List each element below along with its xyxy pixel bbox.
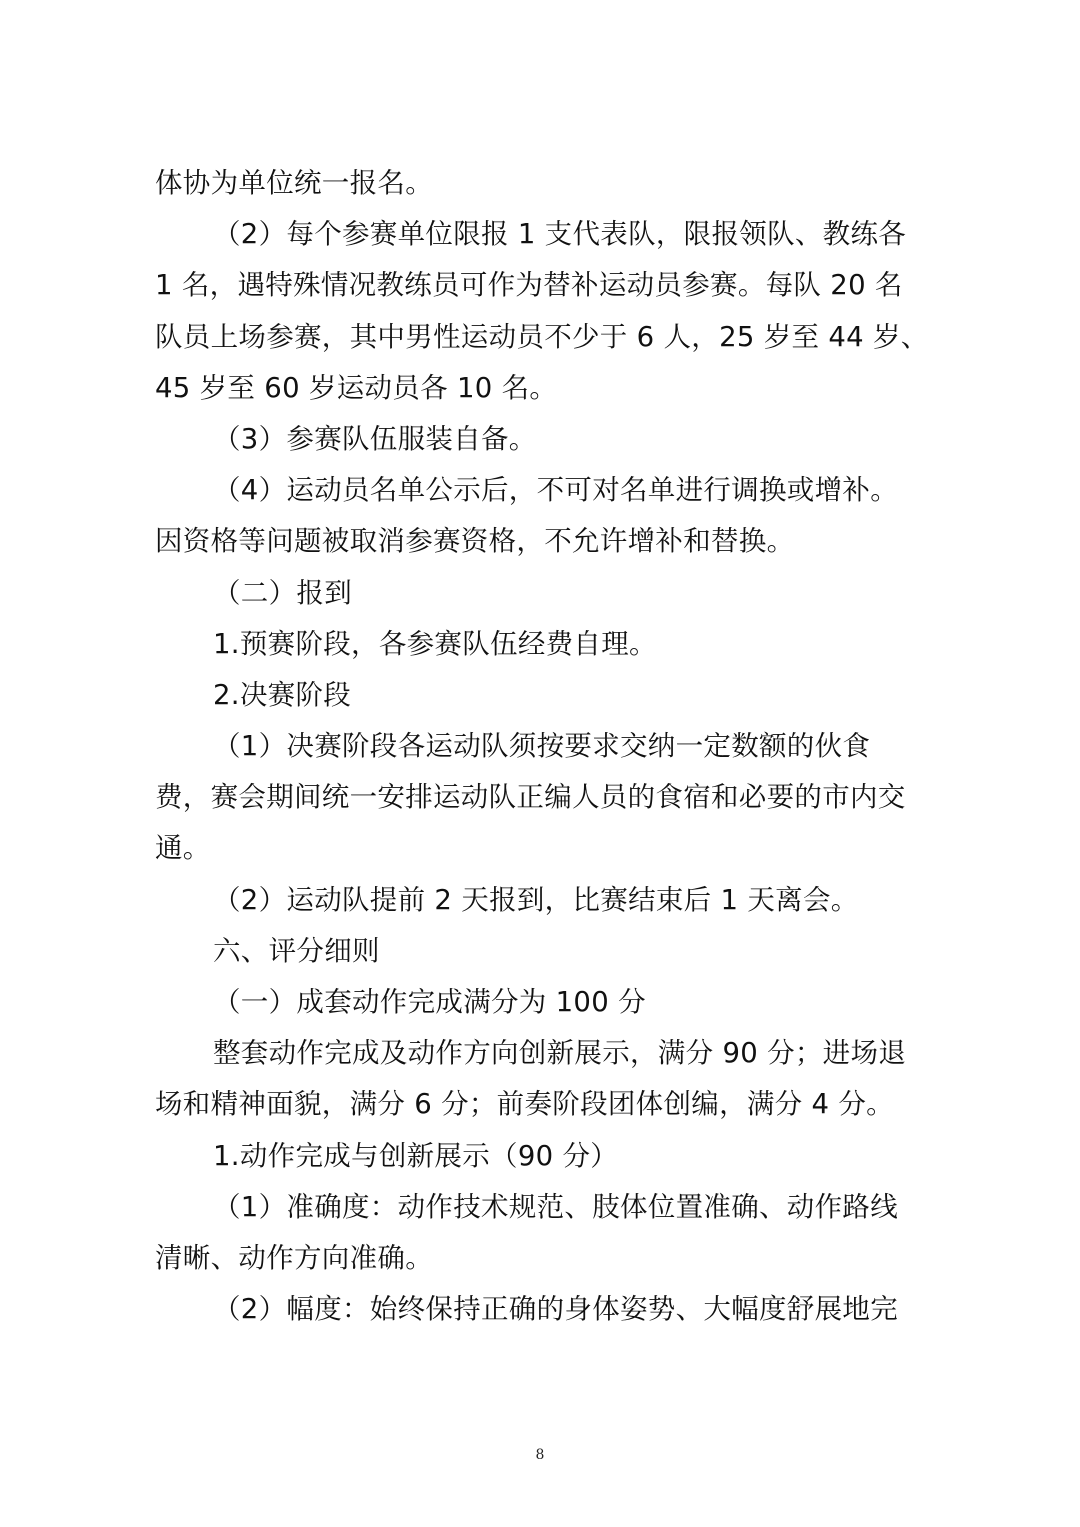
text-line: 因资格等问题被取消参赛资格，不允许增补和替换。 xyxy=(155,525,795,558)
section-heading: （一）成套动作完成满分为 100 分 xyxy=(213,986,646,1018)
text-line: （1）决赛阶段各运动队须按要求交纳一定数额的伙食 xyxy=(213,730,871,763)
text-line: 场和精神面貌，满分 6 分；前奏阶段团体创编，满分 4 分。 xyxy=(155,1088,894,1121)
text-line: 1.动作完成与创新展示（90 分） xyxy=(213,1139,619,1172)
section-heading: 六、评分细则 xyxy=(213,934,380,967)
text-line: 费，赛会期间统一安排运动队正编人员的食宿和必要的市内交 xyxy=(155,781,906,814)
text-line: 整套动作完成及动作方向创新展示，满分 90 分；进场退 xyxy=(213,1037,907,1070)
section-heading: （二）报到 xyxy=(213,576,352,609)
page-number: 8 xyxy=(535,1447,545,1463)
text-line: 1.预赛阶段，各参赛队伍经费自理。 xyxy=(213,627,657,660)
text-line: （2）每个参赛单位限报 1 支代表队，限报领队、教练各 xyxy=(213,218,907,251)
text-line: （1）准确度：动作技术规范、肢体位置准确、动作路线 xyxy=(213,1190,898,1223)
text-line: （3）参赛队伍服装自备。 xyxy=(213,422,537,455)
text-line: 通。 xyxy=(155,832,211,865)
text-line: （2）运动队提前 2 天报到，比赛结束后 1 天离会。 xyxy=(213,883,859,916)
body-text xyxy=(155,158,927,1335)
text-line: （4）运动员名单公示后，不可对名单进行调换或增补。 xyxy=(213,474,898,507)
text-line: 2.决赛阶段 xyxy=(213,678,352,711)
text-line: 45 岁至 60 岁运动员各 10 名。 xyxy=(155,371,558,404)
text-line: 1 名，遇特殊情况教练员可作为替补运动员参赛。每队 20 名 xyxy=(155,269,903,302)
text-line: 队员上场参赛，其中男性运动员不少于 6 人，25 岁至 44 岁、 xyxy=(155,320,929,353)
text-line: （2）幅度：始终保持正确的身体姿势、大幅度舒展地完 xyxy=(213,1293,898,1326)
text-line: 体协为单位统一报名。 xyxy=(155,167,433,199)
text-line: 清晰、动作方向准确。 xyxy=(155,1241,433,1274)
